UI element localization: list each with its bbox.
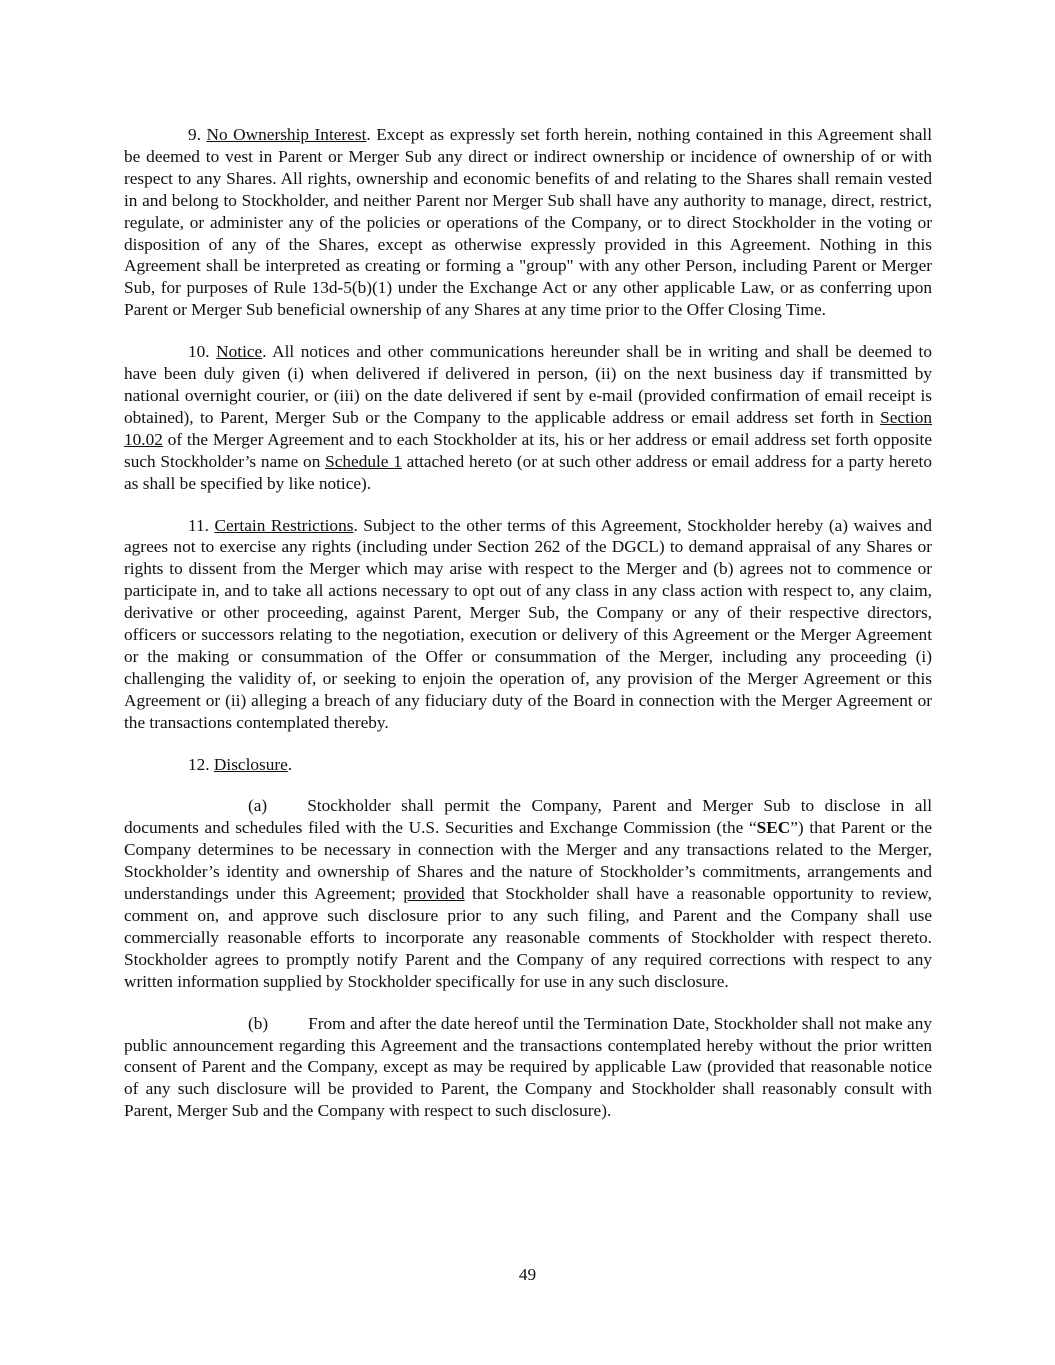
section-12-a-body-1: Stockholder shall permit the Company, Parent and Merger Sub to disclose in all documents and schedules filed with the U.S. Securities and Exchange Commission (the “ (124, 796, 932, 838)
section-10-body-2: of the Merger Agreement and to each Stockholder at its, his or her address or email address set forth opposite such Stockholder’s name on (124, 429, 932, 471)
section-9-number: 9. (188, 125, 207, 144)
provided-term: provided (403, 884, 465, 904)
section-9-heading: No Ownership Interest (206, 125, 367, 144)
section-9-body: . Except as expressly set forth herein, nothing contained in this Agreement shall be deemed to vest in Parent or Merger Sub any direct or indirect ownership or incidence of ownership of or with respect to any Shares. All rights, ownership and economic benefits of and relating to the Shares shall remain vested in and belong to Stockholder, and neither Parent nor Merger Sub shall have any authority to manage, direct, restrict, regulate, or administer any of the policies or operations of the Company, or to direct Stockholder in the voting or disposition of any of the Shares, except as otherwise expressly provided in this Agreement. Nothing in this Agreement shall be interpreted as creating or forming a "group" with any other Person, including Parent or Merger Sub, for purposes of Rule 13d-5(b)(1) under the Exchange Act or any other applicable Law, or as conferring upon Parent or Merger Sub beneficial ownership of any Shares at any time prior to the Offer Closing Time. (124, 125, 932, 320)
section-12-heading-paragraph (124, 754, 932, 776)
section-11-heading: Certain Restrictions (214, 515, 354, 535)
page-number: 49 (518, 1265, 537, 1284)
section-12-b-paragraph (124, 1013, 932, 1123)
section-12-a-body-3: that Stockholder shall have a reasonable opportunity to review, comment on, and approve such disclosure prior to any such filing, and Parent and the Company shall use commercially reasonable efforts to incorporate any reasonable comments of Stockholder with respect thereto. Stockholder agrees to promptly notify Parent and the Company of any required corrections with respect to any written information supplied by Stockholder specifically for use in any such disclosure. (124, 884, 932, 991)
section-12-a-label: (a) (248, 796, 268, 816)
section-9-paragraph (124, 124, 932, 321)
section-12-heading-period: . (287, 754, 293, 774)
section-12-b-body: From and after the date hereof until the Termination Date, Stockholder shall not make any public announcement regarding this Agreement and the transactions contemplated hereby without the prior written consent of Parent and the Company, except as may be required by applicable Law (provided that reasonable notice of any such disclosure will be provided to Parent, the Company and Stockholder shall reasonably consult with Parent, Merger Sub and the Company with respect to such disclosure). (124, 1013, 932, 1121)
section-10-02-reference: Section 10.02 (124, 407, 932, 449)
sec-defined-term: SEC (756, 818, 791, 838)
section-12-b-label: (b) (248, 1013, 269, 1033)
section-10-heading: Notice (216, 342, 263, 362)
schedule-1-reference: Schedule 1 (325, 451, 402, 471)
section-12-heading: Disclosure (213, 754, 288, 774)
section-12-a-body-2: ”) that Parent or the Company determines to be necessary in connection with the Merger and any transactions related to the Merger, Stockholder’s identity and ownership of Shares and the nature of Stockholder’s commitments, arrangements and understandings under this Agreement; (124, 818, 932, 904)
section-10-number: 10. (188, 342, 217, 362)
section-10-body-3: attached hereto (or at such other address or email address for a party hereto as shall be specified by like notice). (124, 451, 932, 493)
section-12-a-paragraph (124, 795, 932, 992)
section-11-paragraph (124, 515, 932, 734)
section-10-body-1: . All notices and other communications hereunder shall be in writing and shall be deemed to have been duly given (i) when delivered if delivered in person, (ii) on the next business day if transmitted by national overnight courier, or (iii) on the date delivered if sent by e-mail (provided confirmation of email receipt is obtained), to Parent, Merger Sub or the Company to the applicable address or email address set forth in (124, 342, 932, 427)
section-12-number: 12. (188, 754, 214, 774)
section-11-body: . Subject to the other terms of this Agreement, Stockholder hereby (a) waives and agrees not to exercise any rights (including under Section 262 of the DGCL) to demand appraisal of any Shares or rights to dissent from the Merger which may arise with respect to the Merger and (b) agrees not to commence or participate in, and to take all actions necessary to opt out of any class in any class action with respect to, any claim, derivative or other proceeding, against Parent, Merger Sub, the Company or any of their respective directors, officers or successors relating to the negotiation, execution or delivery of this Agreement or the Merger Agreement or the making or consummation of the Offer or consummation of the Merger, including any proceeding (i) challenging the validity of, or seeking to enjoin the operation of, any provision of the Merger Agreement or this Agreement or (ii) alleging a breach of any fiduciary duty of the Board in connection with the Merger Agreement or the transactions contemplated thereby. (124, 515, 932, 732)
section-10-paragraph (124, 341, 932, 494)
document-page (124, 124, 932, 1142)
section-11-number: 11. (188, 515, 215, 535)
